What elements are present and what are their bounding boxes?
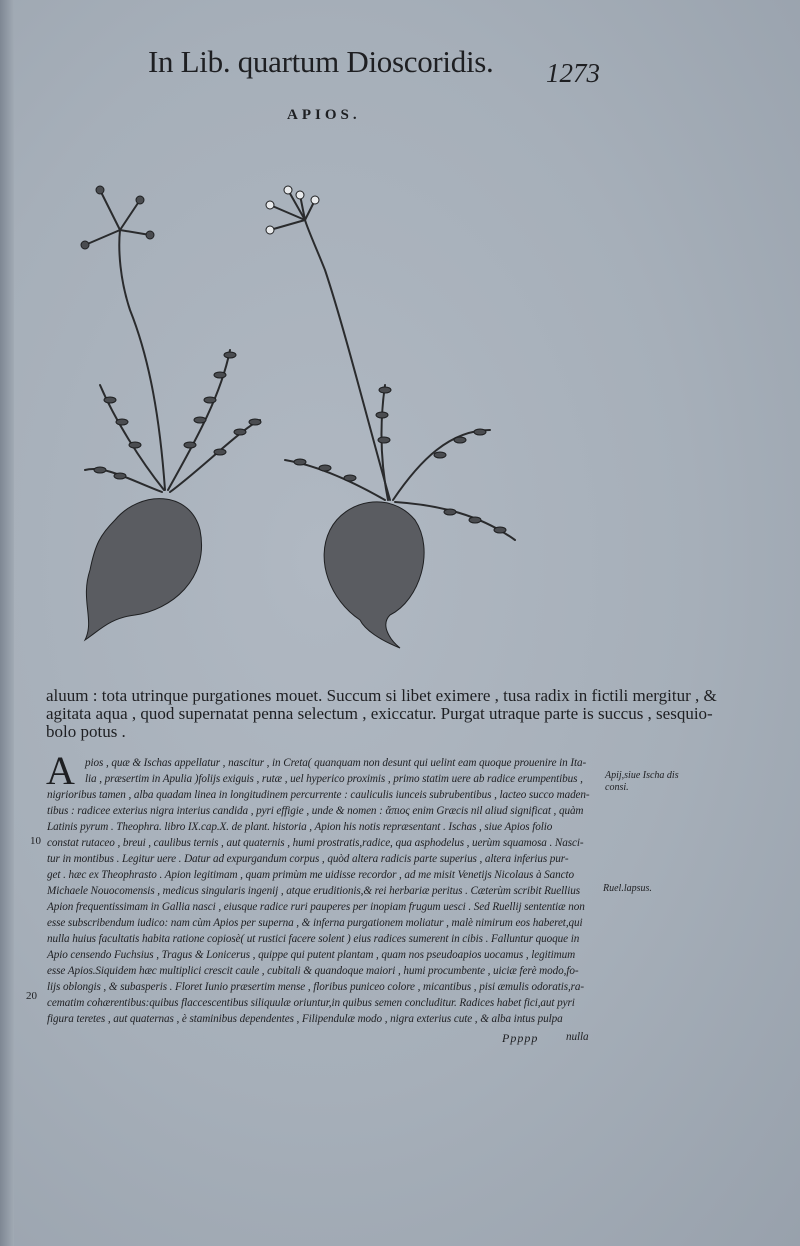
signature-mark: Ppppp — [502, 1031, 539, 1045]
intro-line: aluum : tota utrinque purgationes mouet. Succum si libet eximere , tusa radix in fictili mergitur , & — [46, 686, 717, 705]
binding-gutter — [0, 0, 14, 1246]
commentary-line: figura teretes , aut quaternas , è staminibus dependentes , Filipendulæ modo , nigra exterius cute , & alba intus pulpa — [47, 1013, 563, 1025]
commentary-line: tibus : radicee exterius nigra interius candida , pyri effigie , unde & nomen : ἄπιος enim Græcis nil aliud significat , quàm — [47, 805, 584, 817]
margin-note: Apij,siue Ischa dis consi. — [605, 770, 679, 793]
commentary-line: nulla huius facultatis habita ratione copiosè( ut rustici facere solent ) eius radices sumerent in cibis . Falluntur quoque in — [47, 933, 580, 945]
woodcut-plant-illustration — [60, 160, 540, 660]
commentary-line: esse subscribendum iudico: nam cùm Apios per superna , & inferna purgationem moliatur , malè nimirum eos haberet,qui — [47, 917, 583, 929]
commentary-line: constat rutaceo , breui , caulibus ternis , aut quaternis , humi prostratis,radice, qua asphodelus , uerùm squamosa . Nasci- — [47, 837, 584, 849]
margin-note: Ruel.lapsus. — [603, 883, 652, 894]
plant-title: APIOS. — [287, 107, 361, 123]
commentary-line: lia , præsertim in Apulia )folijs exiguis , rutæ , uel hyperico proximis , primo statim uere ab radice erumpentibus , — [85, 773, 583, 785]
commentary-line: esse Apios.Siquidem hæc multiplici crescit caule , cubitali & quandoque maiori , humi procumbente , uiciæ ferè modo,fo- — [47, 965, 579, 977]
catchword: nulla — [566, 1031, 589, 1043]
commentary-line: Apion frequentissimam in Gallia nasci , eiusque radice ruri pauperes per inopiam frugum uesci . Sed Ruellij sententiæ non — [47, 901, 585, 913]
page-number: 1273 — [546, 58, 600, 88]
commentary-line: Apio censendo Fuchsius , Tragus & Lonicerus , quippe qui putent plantam , quam nos pseudoapios uocamus , legitimum — [47, 949, 576, 961]
commentary-line: Latinis pyrum . Theophra. libro IX.cap.X. de plant. historia , Apion his notis repræsentant . Ischas , siue Apios folio — [47, 821, 553, 833]
commentary-line: Michaele Nouocomensis , medicus singularis ingenij , atque eruditionis,& rei herbariæ peritus . Cæterùm scribit Ruellius — [47, 885, 580, 897]
commentary-line: lijs oblongis , & subasperis . Floret Iunio præsertim mense , floribus puniceo colore , micantibus , pisi æmulis odoratis,ra- — [47, 981, 585, 993]
line-number: 20 — [26, 990, 37, 1002]
running-title: In Lib. quartum Dioscoridis. — [148, 44, 494, 79]
drop-cap: A — [46, 748, 75, 793]
intro-line: agitata aqua , quod supernatat penna selectum , exiccatur. Purgat utraque parte is succus , sesquio- — [46, 704, 713, 723]
commentary-line: pios , quæ & Ischas appellatur , nascitur , in Creta( quanquam non desunt qui uelint eam quoque prouenire in Ita- — [85, 757, 587, 769]
intro-line: bolo potus . — [46, 722, 126, 741]
line-number: 10 — [30, 835, 41, 847]
commentary-line: cematim cohærentibus:quibus flaccescentibus siliquulæ oriuntur,in quibus semen concluditur. Radices habet fici,aut pyri — [47, 997, 575, 1009]
commentary-line: tur in montibus . Legitur uere . Datur ad expurgandum corpus , quòd altera radicis parte superius , altera inferius pur- — [47, 853, 569, 865]
commentary-line: get . hæc ex Theophrasto . Apion legitimam , quam primùm me uidisse recordor , ad me misit Venetijs Nicolaus à Sancto — [47, 869, 575, 881]
commentary-line: nigrioribus tamen , alba quadam linea in longitudinem percurrente : cauliculis iunceis subrubentibus , lacteo succo maden- — [47, 789, 590, 801]
